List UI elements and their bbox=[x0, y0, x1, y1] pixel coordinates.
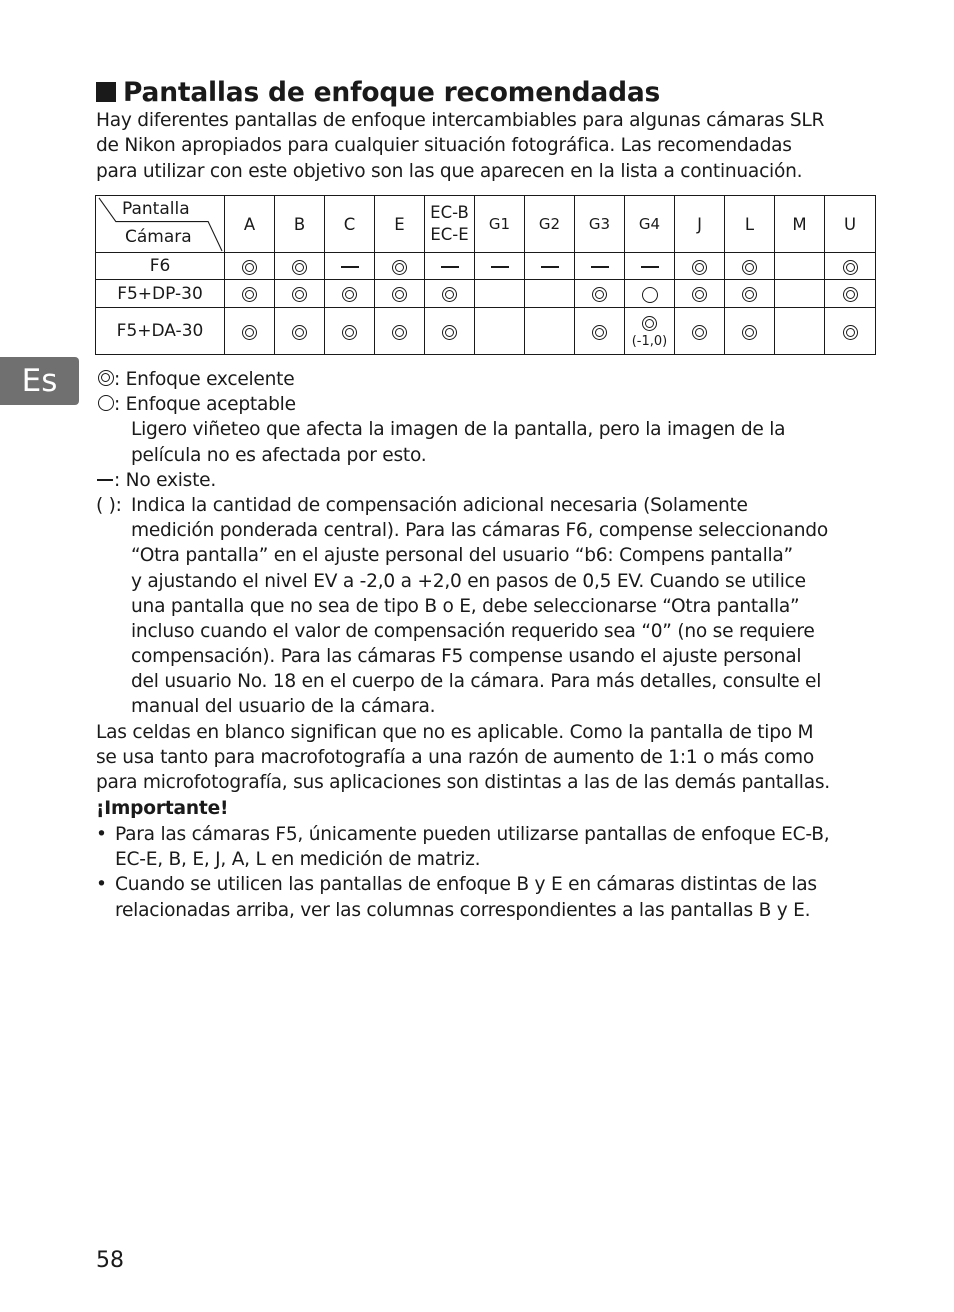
symbol-cell bbox=[775, 280, 825, 308]
column-header-ec-b: EC-B bbox=[430, 203, 469, 222]
legend-excellent bbox=[96, 367, 896, 392]
dash-icon bbox=[441, 266, 459, 267]
double-circle-icon bbox=[742, 260, 757, 275]
intro-paragraph bbox=[96, 108, 876, 184]
column-header-ec-e: EC-E bbox=[430, 225, 469, 244]
double-circle-icon bbox=[292, 325, 307, 340]
compensation-note: (-1,0) bbox=[631, 334, 668, 349]
symbol-cell bbox=[325, 253, 375, 280]
camera-cell: F6 bbox=[96, 253, 225, 280]
double-circle-icon bbox=[392, 260, 407, 275]
table-row bbox=[96, 253, 876, 280]
symbol-cell bbox=[625, 253, 675, 280]
legend-detail: compensación). Para las cámaras F5 compense usando el ajuste personal bbox=[131, 646, 802, 668]
column-header: L bbox=[725, 196, 775, 253]
legend-detail: Ligero viñeteo que afecta la imagen de la pantalla, pero la imagen de la bbox=[131, 419, 786, 441]
double-circle-icon bbox=[292, 260, 307, 275]
bullet-line: Para las cámaras F5, únicamente pueden utilizarse pantallas de enfoque EC-B, bbox=[115, 824, 830, 845]
symbol-cell bbox=[675, 280, 725, 308]
column-header: M bbox=[775, 196, 825, 253]
symbol-cell bbox=[725, 253, 775, 280]
camera-cell: F5+DP-30 bbox=[96, 280, 225, 308]
symbol-cell bbox=[725, 308, 775, 355]
symbol-cell bbox=[525, 253, 575, 280]
double-circle-icon bbox=[242, 325, 257, 340]
symbol-cell bbox=[475, 308, 525, 355]
heading-text: Pantallas de enfoque recomendadas bbox=[123, 77, 661, 108]
symbol-cell bbox=[825, 280, 876, 308]
symbol-cell bbox=[525, 280, 575, 308]
symbol-cell bbox=[275, 308, 325, 355]
symbol-cell bbox=[475, 253, 525, 280]
symbol-cell bbox=[375, 308, 425, 355]
legend-acceptable bbox=[96, 392, 896, 417]
symbol-cell bbox=[675, 253, 725, 280]
legend-detail: medición ponderada central). Para las cámaras F6, compense seleccionando bbox=[131, 520, 828, 542]
symbol-cell bbox=[475, 280, 525, 308]
dash-icon bbox=[591, 266, 609, 267]
symbol-cell bbox=[575, 253, 625, 280]
double-circle-icon bbox=[692, 260, 707, 275]
column-header: G3 bbox=[575, 196, 625, 253]
column-header: G2 bbox=[525, 196, 575, 253]
symbol-cell bbox=[375, 253, 425, 280]
paragraph-line: se usa tanto para macrofotografía a una razón de aumento de 1:1 o más como bbox=[96, 747, 815, 769]
square-bullet-icon bbox=[96, 82, 116, 102]
dash-icon bbox=[491, 266, 509, 267]
important-bullets bbox=[96, 822, 896, 923]
symbol-cell bbox=[775, 308, 825, 355]
column-header: U bbox=[825, 196, 876, 253]
legend-detail: una pantalla que no sea de tipo B o E, debe seleccionarse “Otra pantalla” bbox=[131, 595, 800, 617]
symbol-cell bbox=[675, 308, 725, 355]
symbol-cell bbox=[375, 280, 425, 308]
symbol-cell bbox=[275, 280, 325, 308]
symbol-cell bbox=[825, 253, 876, 280]
section-heading bbox=[96, 76, 660, 110]
legend bbox=[96, 367, 896, 720]
double-circle-icon bbox=[292, 287, 307, 302]
camera-axis-label: Cámara bbox=[125, 227, 192, 247]
dash-icon bbox=[97, 479, 113, 480]
double-circle-icon bbox=[242, 287, 257, 302]
double-circle-icon bbox=[843, 260, 858, 275]
double-circle-icon bbox=[442, 325, 457, 340]
double-circle-icon bbox=[642, 316, 657, 331]
double-circle-icon bbox=[592, 287, 607, 302]
legend-text: : Enfoque aceptable bbox=[114, 394, 296, 416]
language-tab: Es bbox=[0, 357, 79, 405]
symbol-cell bbox=[225, 253, 275, 280]
column-header: B bbox=[275, 196, 325, 253]
table-header-row bbox=[96, 196, 876, 253]
bullet-item bbox=[96, 872, 896, 922]
focusing-screen-table bbox=[95, 195, 876, 355]
legend-text: : No existe. bbox=[114, 469, 216, 491]
symbol-cell bbox=[625, 308, 675, 355]
symbol-cell bbox=[325, 308, 375, 355]
double-circle-icon bbox=[692, 325, 707, 340]
double-circle-icon bbox=[98, 370, 114, 386]
symbol-cell bbox=[625, 280, 675, 308]
legend-detail: Indica la cantidad de compensación adicional necesaria (Solamente bbox=[131, 494, 748, 516]
column-header: G4 bbox=[625, 196, 675, 253]
legend-detail: película no es afectada por esto. bbox=[131, 444, 427, 466]
symbol-cell bbox=[575, 280, 625, 308]
intro-line: Hay diferentes pantallas de enfoque intercambiables para algunas cámaras SLR bbox=[96, 110, 825, 131]
bullet-line: relacionadas arriba, ver las columnas correspondientes a las pantallas B y E. bbox=[115, 899, 811, 921]
column-header: A bbox=[225, 196, 275, 253]
bullet-line: EC-E, B, E, J, A, L en medición de matriz. bbox=[115, 849, 481, 871]
symbol-cell bbox=[425, 253, 475, 280]
symbol-cell bbox=[825, 308, 876, 355]
column-header: C bbox=[325, 196, 375, 253]
double-circle-icon bbox=[692, 287, 707, 302]
paragraph-line: para microfotografía, sus aplicaciones son distintas a las de las demás pantallas. bbox=[96, 772, 830, 794]
double-circle-icon bbox=[242, 260, 257, 275]
legend-none bbox=[96, 468, 896, 493]
bullet-dot: • bbox=[96, 824, 107, 845]
screen-axis-label: Pantalla bbox=[122, 199, 190, 219]
table-row bbox=[96, 308, 876, 355]
blank-cells-paragraph bbox=[96, 720, 896, 796]
double-circle-icon bbox=[843, 325, 858, 340]
legend-detail: manual del usuario de la cámara. bbox=[131, 696, 436, 718]
column-header-ec bbox=[425, 196, 475, 253]
double-circle-icon bbox=[442, 287, 457, 302]
double-circle-icon bbox=[342, 287, 357, 302]
legend-compensation bbox=[96, 493, 896, 720]
circle-icon bbox=[642, 287, 658, 303]
intro-line: de Nikon apropiados para cualquier situación fotográfica. Las recomendadas bbox=[96, 135, 792, 157]
intro-line: para utilizar con este objetivo son las que aparecen en la lista a continuación. bbox=[96, 160, 803, 182]
dash-icon bbox=[341, 266, 359, 267]
table-corner-cell bbox=[96, 196, 225, 253]
page-number: 58 bbox=[96, 1248, 124, 1273]
double-circle-icon bbox=[342, 325, 357, 340]
symbol-cell bbox=[725, 280, 775, 308]
symbol-cell bbox=[225, 308, 275, 355]
double-circle-icon bbox=[592, 325, 607, 340]
bullet-item bbox=[96, 822, 896, 872]
circle-icon bbox=[98, 395, 114, 411]
dash-icon bbox=[541, 266, 559, 267]
double-circle-icon bbox=[392, 325, 407, 340]
symbol-cell bbox=[325, 280, 375, 308]
symbol-cell bbox=[775, 253, 825, 280]
double-circle-icon bbox=[843, 287, 858, 302]
symbol-cell bbox=[425, 280, 475, 308]
legend-detail: “Otra pantalla” en el ajuste personal del usuario “b6: Compens pantalla” bbox=[131, 545, 793, 567]
camera-cell: F5+DA-30 bbox=[96, 308, 225, 355]
legend-detail: incluso cuando el valor de compensación requerido sea “0” (no se requiere bbox=[131, 620, 815, 642]
symbol-cell bbox=[225, 280, 275, 308]
paragraph-line: Las celdas en blanco significan que no es aplicable. Como la pantalla de tipo M bbox=[96, 722, 814, 743]
bullet-dot: • bbox=[96, 874, 107, 896]
symbol-cell bbox=[575, 308, 625, 355]
column-header: J bbox=[675, 196, 725, 253]
double-circle-icon bbox=[392, 287, 407, 302]
symbol-cell bbox=[275, 253, 325, 280]
column-header: G1 bbox=[475, 196, 525, 253]
symbol-cell bbox=[525, 308, 575, 355]
paren-key: ( ): bbox=[96, 494, 122, 516]
legend-text: : Enfoque excelente bbox=[114, 369, 295, 390]
bullet-line: Cuando se utilicen las pantallas de enfoque B y E en cámaras distintas de las bbox=[115, 874, 817, 896]
double-circle-icon bbox=[742, 287, 757, 302]
dash-icon bbox=[641, 266, 659, 267]
column-header: E bbox=[375, 196, 425, 253]
important-label: ¡Importante! bbox=[96, 798, 229, 819]
legend-detail: del usuario No. 18 en el cuerpo de la cámara. Para más detalles, consulte el bbox=[131, 671, 822, 693]
double-circle-icon bbox=[742, 325, 757, 340]
table-row bbox=[96, 280, 876, 308]
symbol-cell bbox=[425, 308, 475, 355]
legend-detail: y ajustando el nivel EV a -2,0 a +2,0 en pasos de 0,5 EV. Cuando se utilice bbox=[131, 570, 806, 592]
